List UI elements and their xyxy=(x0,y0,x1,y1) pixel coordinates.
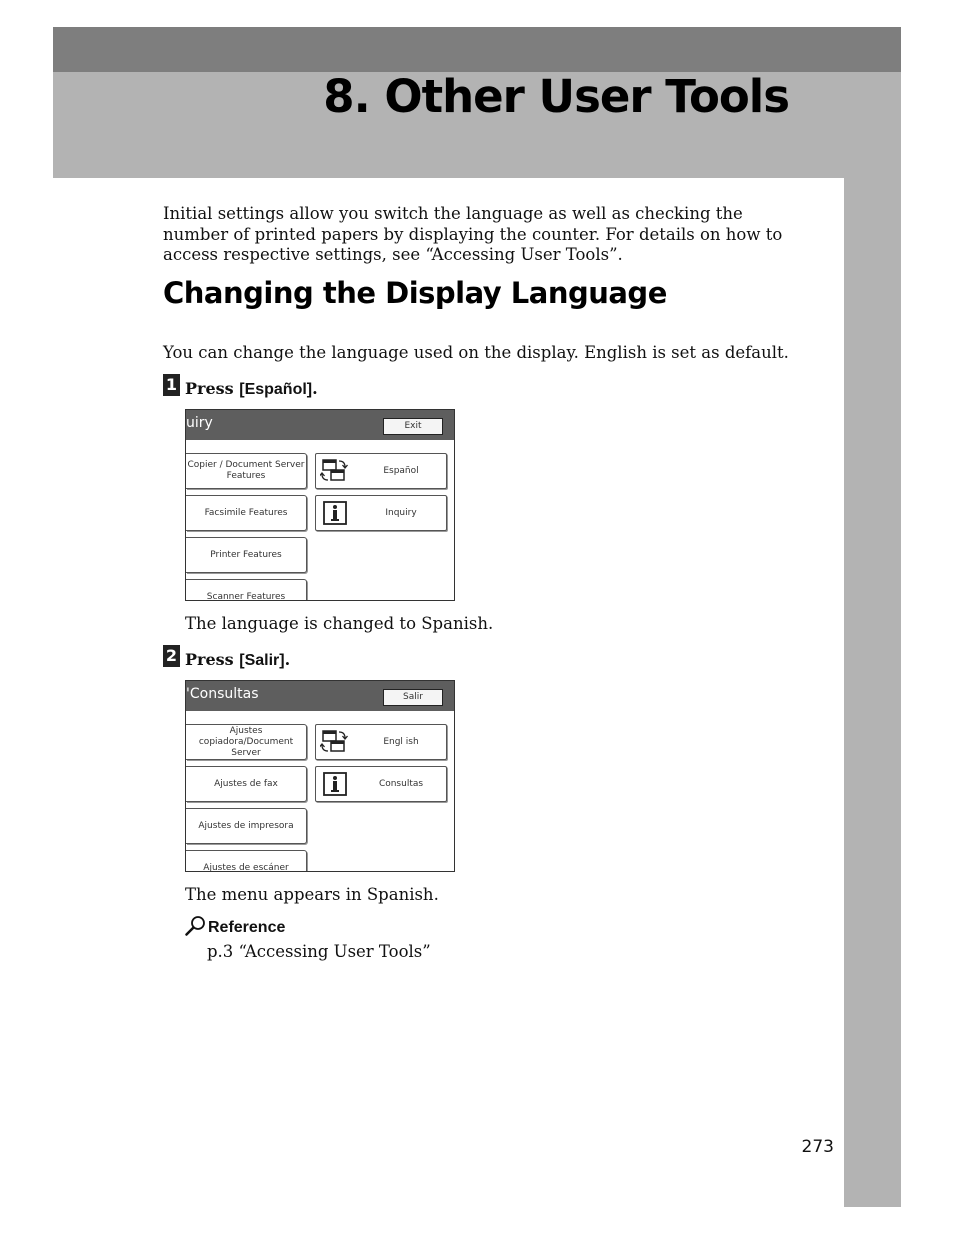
step-2-suffix: . xyxy=(284,650,291,669)
ajustes-escaner-button[interactable]: Ajustes de escáner xyxy=(186,850,307,872)
printer-features-button[interactable]: Printer Features xyxy=(186,537,307,573)
panel-title: uiry xyxy=(186,415,213,431)
facsimile-features-button[interactable]: Facsimile Features xyxy=(186,495,307,531)
chapter-title: 8. Other User Tools xyxy=(323,70,789,123)
language-switch-icon xyxy=(320,729,350,755)
step-2-instruction xyxy=(185,650,290,670)
step-1-prefix: Press xyxy=(185,379,240,398)
step-1-instruction xyxy=(185,379,318,399)
step-2-key: [Salir] xyxy=(239,652,285,669)
section-text: You can change the language used on the display. English is set as default. xyxy=(163,343,789,362)
reference-label: Reference xyxy=(208,919,286,936)
panel-title: 'Consultas xyxy=(186,686,259,702)
panel-title-bar xyxy=(186,410,454,440)
inquiry-button[interactable] xyxy=(315,495,447,531)
screen-panel-english xyxy=(185,409,455,601)
inquiry-button-label: Inquiry xyxy=(385,508,417,518)
panel-title-bar xyxy=(186,681,454,711)
info-icon xyxy=(320,500,350,526)
ajustes-fax-button[interactable]: Ajustes de fax xyxy=(186,766,307,802)
section-heading: Changing the Display Language xyxy=(163,276,667,310)
step-1-suffix: . xyxy=(312,379,318,398)
consultas-button-label: Consultas xyxy=(378,779,424,789)
step-2-result: The menu appears in Spanish. xyxy=(185,885,439,904)
language-switch-icon xyxy=(320,458,350,484)
header-top-band xyxy=(53,27,901,72)
ajustes-impresora-button[interactable]: Ajustes de impresora xyxy=(186,808,307,844)
screen-panel-spanish xyxy=(185,680,455,872)
espanol-button[interactable] xyxy=(315,453,447,489)
reference-link[interactable]: p.3 “Accessing User Tools” xyxy=(207,942,431,961)
copier-features-button[interactable]: Copier / Document Server Features xyxy=(186,453,307,489)
side-band xyxy=(844,178,901,1207)
info-icon xyxy=(320,771,350,797)
step-1-key: [Español] xyxy=(239,381,313,398)
salir-button[interactable]: Salir xyxy=(383,689,443,706)
step-1-result: The language is changed to Spanish. xyxy=(185,614,494,633)
english-button[interactable] xyxy=(315,724,447,760)
scanner-features-button[interactable]: Scanner Features xyxy=(186,579,307,601)
step-1-number: 1 xyxy=(163,374,180,396)
step-2-number: 2 xyxy=(163,645,180,667)
espanol-button-label: Español xyxy=(383,466,419,476)
step-2-prefix: Press xyxy=(185,650,240,669)
page-number: 273 xyxy=(801,1137,834,1157)
magnifier-icon xyxy=(185,915,207,937)
intro-paragraph: Initial settings allow you switch the language as well as checking the number of printed papers by displaying the counter. For details on how to access respective settings, see “Accessing User Tools”. xyxy=(163,204,783,264)
ajustes-copiadora-button[interactable]: Ajustes copiadora/Document Server xyxy=(186,724,307,760)
english-button-label: Engl ish xyxy=(383,737,419,747)
consultas-button[interactable] xyxy=(315,766,447,802)
exit-button[interactable]: Exit xyxy=(383,418,443,435)
